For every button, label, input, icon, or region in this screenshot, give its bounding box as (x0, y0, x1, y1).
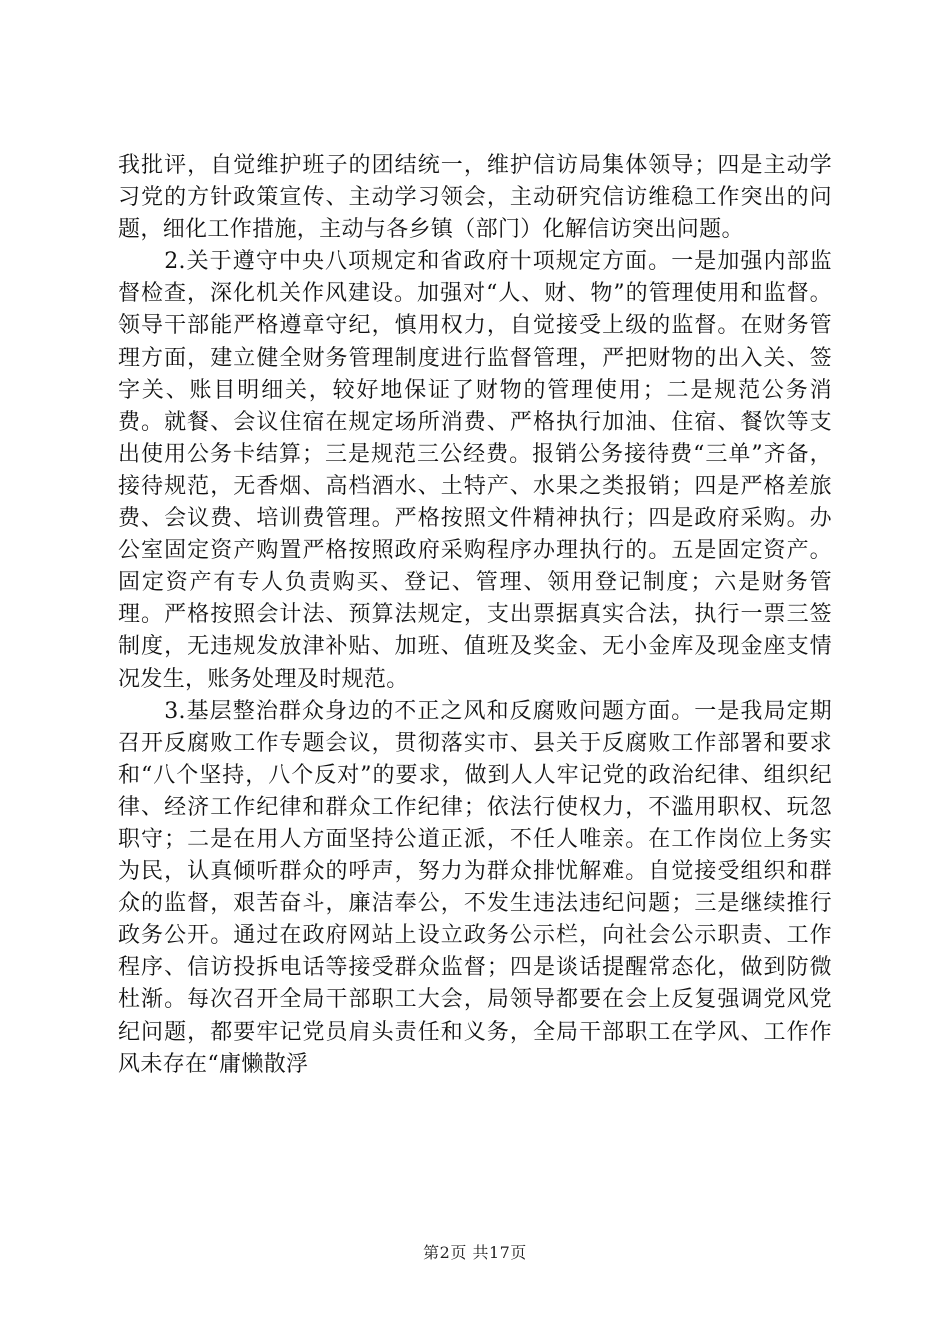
document-body (118, 150, 832, 1081)
paragraph-continuation: 我批评，自觉维护班子的团结统一，维护信访局集体领导；四是主动学习党的方针政策宣传、主动学习领会，主动研究信访维稳工作突出的问题，细化工作措施，主动与各乡镇（部门）化解信访突出问题。 (118, 153, 832, 243)
page-footer: 第2页 共17页 (423, 1243, 527, 1262)
paragraph-section-3: 3.基层整治群众身边的不正之风和反腐败问题方面。一是我局定期召开反腐败工作专题会议，贯彻落实市、县关于反腐败工作部署和要求和“八个坚持，八个反对”的要求，做到人人牢记党的政治纪律、组织纪律、经济工作纪律和群众工作纪律；依法行使权力，不滥用职权、玩忽职守；二是在用人方面坚持公道正派，不任人唯亲。在工作岗位上务实为民，认真倾听群众的呼声，努力为群众排忧解难。自觉接受组织和群众的监督，艰苦奋斗，廉洁奉公，不发生违法违纪问题；三是继续推行政务公开。通过在政府网站上设立政务公示栏，向社会公示职责、工作程序、信访投拆电话等接受群众监督；四是谈话提醒常态化，做到防微杜渐。每次召开全局干部职工大会，局领导都要在会上反复强调党风党纪问题，都要牢记党员肩头责任和义务，全局干部职工在学风、工作作风未存在“庸懒散浮 (118, 698, 832, 1077)
paragraph-section-2: 2.关于遵守中央八项规定和省政府十项规定方面。一是加强内部监督检查，深化机关作风建设。加强对“人、财、物”的管理使用和监督。领导干部能严格遵章守纪，慎用权力，自觉接受上级的监督。在财务管理方面，建立健全财务管理制度进行监督管理，严把财物的出入关、签字关、账目明细关，较好地保证了财物的管理使用；二是规范公务消费。就餐、会议住宿在规定场所消费、严格执行加油、住宿、餐饮等支出使用公务卡结算；三是规范三公经费。报销公务接待费“三单”齐备，接待规范，无香烟、高档酒水、土特产、水果之类报销；四是严格差旅费、会议费、培训费管理。严格按照文件精神执行；四是政府采购。办公室固定资产购置严格按照政府采购程序办理执行的。五是固定资产。固定资产有专人负责购买、登记、管理、领用登记制度；六是财务管理。严格按照会计法、预算法规定，支出票据真实合法，执行一票三签制度，无违规发放津补贴、加班、值班及奖金、无小金库及现金座支情况发生，账务处理及时规范。 (118, 249, 832, 692)
